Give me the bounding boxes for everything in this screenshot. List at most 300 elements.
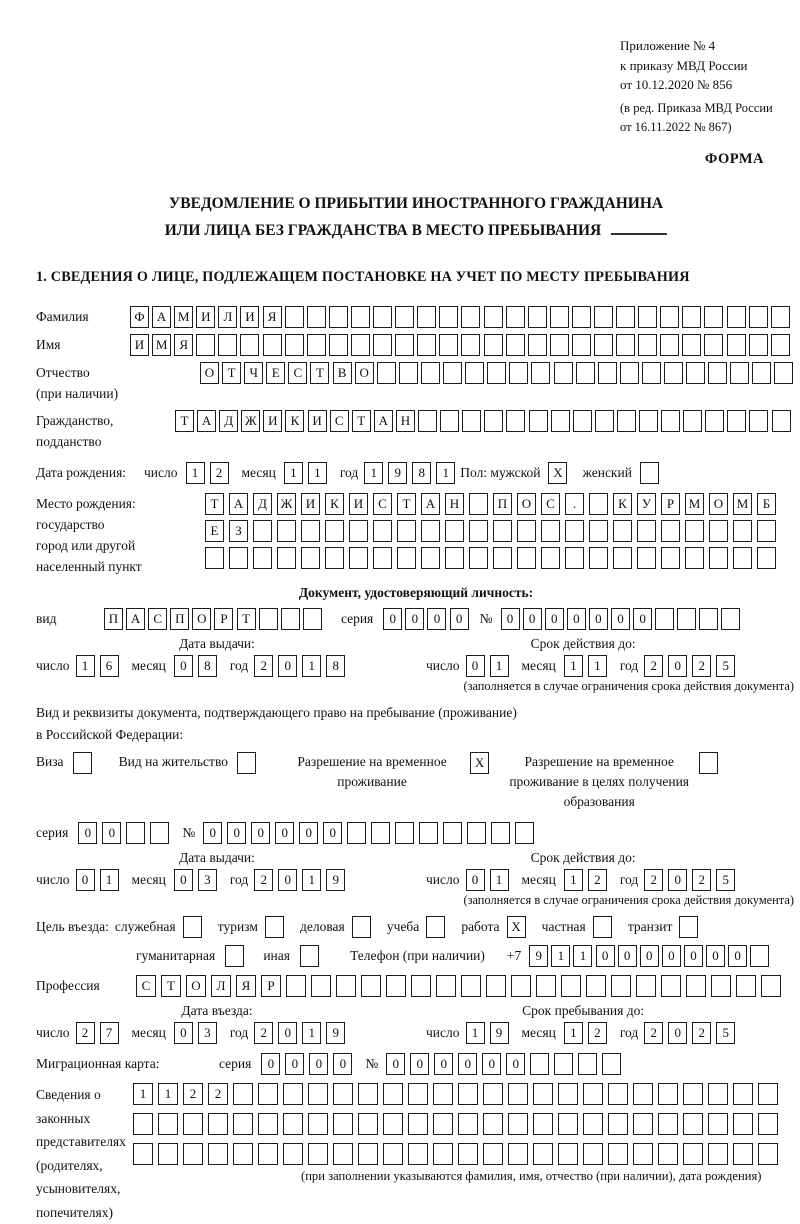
form-cell[interactable]: Р bbox=[261, 975, 281, 997]
form-cell[interactable] bbox=[771, 334, 790, 356]
form-cell[interactable] bbox=[158, 1143, 178, 1165]
form-cell[interactable]: 0 bbox=[383, 608, 402, 630]
form-cell[interactable] bbox=[572, 306, 591, 328]
form-cell[interactable] bbox=[683, 1083, 703, 1105]
form-cell[interactable] bbox=[399, 362, 418, 384]
form-cell[interactable]: 9 bbox=[326, 869, 345, 891]
form-cell[interactable]: П bbox=[170, 608, 189, 630]
form-cell[interactable] bbox=[349, 547, 368, 569]
form-cell[interactable] bbox=[301, 547, 320, 569]
form-cell[interactable] bbox=[602, 1053, 621, 1075]
form-cell[interactable] bbox=[638, 306, 657, 328]
form-cell[interactable]: Т bbox=[175, 410, 194, 432]
form-cell[interactable]: И bbox=[301, 493, 320, 515]
form-cell[interactable] bbox=[263, 334, 282, 356]
form-cell[interactable] bbox=[558, 1113, 578, 1135]
form-cell[interactable]: 0 bbox=[450, 608, 469, 630]
form-cell[interactable]: 0 bbox=[333, 1053, 352, 1075]
form-cell[interactable]: 3 bbox=[198, 869, 217, 891]
form-cell[interactable] bbox=[436, 975, 456, 997]
form-cell[interactable] bbox=[554, 362, 573, 384]
form-cell[interactable] bbox=[613, 520, 632, 542]
form-cell[interactable] bbox=[351, 306, 370, 328]
purpose-business-checkbox[interactable] bbox=[176, 916, 205, 938]
form-cell[interactable]: 5 bbox=[716, 655, 735, 677]
form-cell[interactable] bbox=[595, 410, 614, 432]
form-cell[interactable] bbox=[554, 1053, 573, 1075]
form-cell[interactable]: О bbox=[517, 493, 536, 515]
form-cell[interactable] bbox=[508, 1113, 528, 1135]
form-cell[interactable]: 1 bbox=[564, 655, 583, 677]
form-cell[interactable]: Ч bbox=[244, 362, 263, 384]
form-cell[interactable] bbox=[253, 547, 272, 569]
profession-input[interactable] bbox=[136, 975, 786, 997]
form-cell[interactable]: И bbox=[130, 334, 149, 356]
form-cell[interactable] bbox=[469, 520, 488, 542]
form-cell[interactable]: Е bbox=[205, 520, 224, 542]
form-cell[interactable]: Т bbox=[237, 608, 256, 630]
form-cell[interactable]: 1 bbox=[564, 1022, 583, 1044]
form-cell[interactable] bbox=[752, 362, 771, 384]
form-cell[interactable]: 8 bbox=[326, 655, 345, 677]
birth-place-line-2[interactable] bbox=[205, 520, 781, 542]
form-cell[interactable] bbox=[283, 1083, 303, 1105]
form-cell[interactable] bbox=[642, 362, 661, 384]
form-cell[interactable]: X bbox=[470, 752, 489, 774]
form-cell[interactable] bbox=[637, 520, 656, 542]
form-cell[interactable]: К bbox=[285, 410, 304, 432]
form-cell[interactable]: Т bbox=[161, 975, 181, 997]
form-cell[interactable]: М bbox=[174, 306, 193, 328]
form-cell[interactable] bbox=[685, 520, 704, 542]
form-cell[interactable]: М bbox=[152, 334, 171, 356]
gender-male-checkbox[interactable] bbox=[548, 462, 570, 484]
form-cell[interactable] bbox=[620, 362, 639, 384]
form-cell[interactable] bbox=[633, 1113, 653, 1135]
form-cell[interactable] bbox=[608, 1083, 628, 1105]
form-cell[interactable]: К bbox=[325, 493, 344, 515]
form-cell[interactable] bbox=[709, 520, 728, 542]
form-cell[interactable] bbox=[506, 410, 525, 432]
form-cell[interactable] bbox=[397, 520, 416, 542]
form-cell[interactable] bbox=[333, 1143, 353, 1165]
form-cell[interactable] bbox=[727, 334, 746, 356]
form-cell[interactable]: 0 bbox=[174, 655, 193, 677]
form-cell[interactable] bbox=[709, 547, 728, 569]
issue-year-input[interactable] bbox=[254, 655, 350, 677]
form-cell[interactable]: 0 bbox=[668, 655, 687, 677]
form-cell[interactable] bbox=[761, 975, 781, 997]
form-cell[interactable] bbox=[727, 306, 746, 328]
residence-valid-month-input[interactable] bbox=[564, 869, 612, 891]
form-cell[interactable]: 2 bbox=[692, 1022, 711, 1044]
form-cell[interactable] bbox=[530, 1053, 549, 1075]
form-cell[interactable]: 0 bbox=[662, 945, 681, 967]
form-cell[interactable]: О bbox=[200, 362, 219, 384]
form-cell[interactable]: 3 bbox=[198, 1022, 217, 1044]
form-cell[interactable] bbox=[329, 306, 348, 328]
form-cell[interactable] bbox=[258, 1113, 278, 1135]
form-cell[interactable] bbox=[660, 306, 679, 328]
purpose-commercial-checkbox[interactable] bbox=[345, 916, 374, 938]
stay-day-input[interactable] bbox=[466, 1022, 514, 1044]
form-cell[interactable]: 8 bbox=[412, 462, 431, 484]
form-cell[interactable] bbox=[682, 334, 701, 356]
form-cell[interactable]: 0 bbox=[668, 1022, 687, 1044]
form-cell[interactable] bbox=[699, 752, 718, 774]
form-cell[interactable] bbox=[658, 1143, 678, 1165]
form-cell[interactable] bbox=[758, 1113, 778, 1135]
form-cell[interactable] bbox=[208, 1143, 228, 1165]
purpose-tourism-checkbox[interactable] bbox=[258, 916, 287, 938]
form-cell[interactable] bbox=[565, 547, 584, 569]
form-cell[interactable]: 8 bbox=[198, 655, 217, 677]
form-cell[interactable]: 6 bbox=[100, 655, 119, 677]
form-cell[interactable] bbox=[608, 1143, 628, 1165]
form-cell[interactable] bbox=[283, 1113, 303, 1135]
form-cell[interactable] bbox=[440, 410, 459, 432]
form-cell[interactable]: Р bbox=[661, 493, 680, 515]
form-cell[interactable] bbox=[183, 916, 202, 938]
form-cell[interactable]: 1 bbox=[302, 655, 321, 677]
form-cell[interactable] bbox=[536, 975, 556, 997]
form-cell[interactable]: Д bbox=[219, 410, 238, 432]
form-cell[interactable]: И bbox=[308, 410, 327, 432]
form-cell[interactable] bbox=[576, 362, 595, 384]
form-cell[interactable]: Ж bbox=[277, 493, 296, 515]
form-cell[interactable]: 0 bbox=[668, 869, 687, 891]
form-cell[interactable] bbox=[541, 520, 560, 542]
form-cell[interactable] bbox=[439, 306, 458, 328]
valid-month-input[interactable] bbox=[564, 655, 612, 677]
form-cell[interactable] bbox=[594, 306, 613, 328]
form-cell[interactable] bbox=[683, 1143, 703, 1165]
form-cell[interactable]: И bbox=[349, 493, 368, 515]
form-cell[interactable]: Т bbox=[222, 362, 241, 384]
form-cell[interactable] bbox=[347, 822, 366, 844]
form-cell[interactable] bbox=[583, 1113, 603, 1135]
form-cell[interactable]: 1 bbox=[490, 869, 509, 891]
form-cell[interactable] bbox=[467, 822, 486, 844]
form-cell[interactable] bbox=[661, 520, 680, 542]
form-cell[interactable]: 2 bbox=[254, 1022, 273, 1044]
form-cell[interactable] bbox=[395, 306, 414, 328]
form-cell[interactable]: 1 bbox=[490, 655, 509, 677]
form-cell[interactable]: 0 bbox=[523, 608, 542, 630]
form-cell[interactable]: А bbox=[152, 306, 171, 328]
form-cell[interactable] bbox=[300, 945, 319, 967]
form-cell[interactable] bbox=[757, 520, 776, 542]
form-cell[interactable] bbox=[749, 334, 768, 356]
form-cell[interactable] bbox=[661, 547, 680, 569]
form-cell[interactable] bbox=[758, 1083, 778, 1105]
form-cell[interactable]: Т bbox=[310, 362, 329, 384]
form-cell[interactable]: О bbox=[186, 975, 206, 997]
form-cell[interactable] bbox=[469, 547, 488, 569]
form-cell[interactable]: П bbox=[493, 493, 512, 515]
form-cell[interactable]: М bbox=[685, 493, 704, 515]
form-cell[interactable]: 0 bbox=[596, 945, 615, 967]
form-cell[interactable] bbox=[433, 1143, 453, 1165]
form-cell[interactable] bbox=[517, 547, 536, 569]
form-cell[interactable]: 1 bbox=[133, 1083, 153, 1105]
form-cell[interactable]: . bbox=[565, 493, 584, 515]
form-cell[interactable]: Я bbox=[236, 975, 256, 997]
form-cell[interactable] bbox=[749, 410, 768, 432]
form-cell[interactable] bbox=[636, 975, 656, 997]
form-cell[interactable] bbox=[426, 916, 445, 938]
form-cell[interactable] bbox=[529, 410, 548, 432]
form-cell[interactable]: Н bbox=[445, 493, 464, 515]
form-cell[interactable]: 2 bbox=[588, 1022, 607, 1044]
form-cell[interactable] bbox=[589, 520, 608, 542]
form-cell[interactable] bbox=[419, 822, 438, 844]
form-cell[interactable] bbox=[509, 362, 528, 384]
entry-year-input[interactable] bbox=[254, 1022, 350, 1044]
form-cell[interactable] bbox=[237, 752, 256, 774]
form-cell[interactable] bbox=[417, 334, 436, 356]
form-cell[interactable] bbox=[493, 520, 512, 542]
purpose-transit-checkbox[interactable] bbox=[672, 916, 701, 938]
form-cell[interactable] bbox=[208, 1113, 228, 1135]
form-cell[interactable]: 0 bbox=[174, 1022, 193, 1044]
form-cell[interactable] bbox=[528, 334, 547, 356]
form-cell[interactable] bbox=[633, 1143, 653, 1165]
form-cell[interactable] bbox=[616, 334, 635, 356]
form-cell[interactable] bbox=[708, 1113, 728, 1135]
citizenship-input[interactable] bbox=[175, 410, 794, 432]
purpose-study-checkbox[interactable] bbox=[419, 916, 448, 938]
form-cell[interactable]: Т bbox=[205, 493, 224, 515]
form-cell[interactable] bbox=[408, 1143, 428, 1165]
temp-residence-checkbox[interactable] bbox=[461, 752, 492, 774]
form-cell[interactable]: 9 bbox=[529, 945, 548, 967]
form-cell[interactable]: 0 bbox=[458, 1053, 477, 1075]
form-cell[interactable] bbox=[677, 608, 696, 630]
purpose-humanitarian-checkbox[interactable] bbox=[225, 945, 247, 967]
form-cell[interactable] bbox=[183, 1113, 203, 1135]
birth-place-line-1[interactable] bbox=[205, 493, 781, 515]
form-cell[interactable] bbox=[351, 334, 370, 356]
form-cell[interactable] bbox=[333, 1083, 353, 1105]
form-cell[interactable]: 0 bbox=[323, 822, 342, 844]
purpose-other-checkbox[interactable] bbox=[300, 945, 322, 967]
form-cell[interactable] bbox=[637, 547, 656, 569]
form-cell[interactable]: 1 bbox=[551, 945, 570, 967]
form-cell[interactable] bbox=[259, 608, 278, 630]
form-cell[interactable] bbox=[333, 1113, 353, 1135]
form-cell[interactable] bbox=[758, 1143, 778, 1165]
birth-place-line-3[interactable] bbox=[205, 547, 781, 569]
form-cell[interactable] bbox=[593, 916, 612, 938]
form-cell[interactable]: 0 bbox=[427, 608, 446, 630]
form-cell[interactable] bbox=[487, 362, 506, 384]
form-cell[interactable] bbox=[458, 1113, 478, 1135]
form-cell[interactable]: А bbox=[421, 493, 440, 515]
residence-issue-month-input[interactable] bbox=[174, 869, 222, 891]
form-cell[interactable]: С bbox=[136, 975, 156, 997]
form-cell[interactable] bbox=[240, 334, 259, 356]
form-cell[interactable] bbox=[373, 334, 392, 356]
form-cell[interactable] bbox=[639, 410, 658, 432]
form-cell[interactable] bbox=[308, 1113, 328, 1135]
form-cell[interactable]: 0 bbox=[299, 822, 318, 844]
form-cell[interactable] bbox=[640, 462, 659, 484]
form-cell[interactable]: Р bbox=[214, 608, 233, 630]
form-cell[interactable] bbox=[329, 334, 348, 356]
form-cell[interactable]: Б bbox=[757, 493, 776, 515]
birth-year-input[interactable] bbox=[364, 462, 460, 484]
form-cell[interactable] bbox=[638, 334, 657, 356]
form-cell[interactable] bbox=[515, 822, 534, 844]
form-cell[interactable] bbox=[439, 334, 458, 356]
form-cell[interactable]: И bbox=[263, 410, 282, 432]
form-cell[interactable]: 5 bbox=[716, 1022, 735, 1044]
form-cell[interactable] bbox=[218, 334, 237, 356]
form-cell[interactable] bbox=[757, 547, 776, 569]
form-cell[interactable] bbox=[465, 362, 484, 384]
form-cell[interactable] bbox=[772, 410, 791, 432]
form-cell[interactable]: 2 bbox=[183, 1083, 203, 1105]
purpose-private-checkbox[interactable] bbox=[586, 916, 615, 938]
form-cell[interactable] bbox=[483, 1113, 503, 1135]
form-cell[interactable] bbox=[421, 520, 440, 542]
form-cell[interactable] bbox=[528, 306, 547, 328]
stay-year-input[interactable] bbox=[644, 1022, 740, 1044]
form-cell[interactable] bbox=[462, 410, 481, 432]
form-cell[interactable]: Н bbox=[396, 410, 415, 432]
issue-month-input[interactable] bbox=[174, 655, 222, 677]
form-cell[interactable] bbox=[598, 362, 617, 384]
form-cell[interactable] bbox=[233, 1083, 253, 1105]
form-cell[interactable] bbox=[286, 975, 306, 997]
form-cell[interactable] bbox=[133, 1113, 153, 1135]
form-cell[interactable]: 1 bbox=[364, 462, 383, 484]
form-cell[interactable] bbox=[750, 945, 769, 967]
form-cell[interactable] bbox=[461, 334, 480, 356]
form-cell[interactable]: С bbox=[330, 410, 349, 432]
form-cell[interactable] bbox=[736, 975, 756, 997]
form-cell[interactable] bbox=[749, 306, 768, 328]
form-cell[interactable] bbox=[594, 334, 613, 356]
form-cell[interactable]: 0 bbox=[78, 822, 97, 844]
doc-type-input[interactable] bbox=[104, 608, 325, 630]
form-cell[interactable]: Д bbox=[253, 493, 272, 515]
form-cell[interactable] bbox=[491, 822, 510, 844]
form-cell[interactable] bbox=[573, 410, 592, 432]
form-cell[interactable] bbox=[721, 608, 740, 630]
form-cell[interactable] bbox=[253, 520, 272, 542]
form-cell[interactable] bbox=[686, 362, 705, 384]
form-cell[interactable] bbox=[661, 410, 680, 432]
issue-day-input[interactable] bbox=[76, 655, 124, 677]
form-cell[interactable] bbox=[572, 334, 591, 356]
form-cell[interactable] bbox=[458, 1143, 478, 1165]
form-cell[interactable]: 1 bbox=[76, 655, 95, 677]
form-cell[interactable] bbox=[704, 334, 723, 356]
form-cell[interactable]: 0 bbox=[174, 869, 193, 891]
name-input[interactable] bbox=[130, 334, 793, 356]
form-cell[interactable]: 0 bbox=[618, 945, 637, 967]
form-cell[interactable] bbox=[196, 334, 215, 356]
form-cell[interactable]: С bbox=[148, 608, 167, 630]
form-cell[interactable] bbox=[445, 520, 464, 542]
form-cell[interactable] bbox=[517, 520, 536, 542]
form-cell[interactable] bbox=[617, 410, 636, 432]
form-cell[interactable]: 1 bbox=[186, 462, 205, 484]
form-cell[interactable]: 0 bbox=[545, 608, 564, 630]
form-cell[interactable]: 0 bbox=[640, 945, 659, 967]
form-cell[interactable] bbox=[616, 306, 635, 328]
form-cell[interactable]: Т bbox=[397, 493, 416, 515]
surname-input[interactable] bbox=[130, 306, 793, 328]
form-cell[interactable] bbox=[704, 306, 723, 328]
form-cell[interactable] bbox=[383, 1113, 403, 1135]
form-cell[interactable] bbox=[733, 547, 752, 569]
form-cell[interactable] bbox=[708, 362, 727, 384]
form-cell[interactable]: 0 bbox=[466, 869, 485, 891]
form-cell[interactable]: 2 bbox=[254, 655, 273, 677]
form-cell[interactable]: О bbox=[709, 493, 728, 515]
form-cell[interactable] bbox=[533, 1083, 553, 1105]
form-cell[interactable] bbox=[589, 547, 608, 569]
form-cell[interactable] bbox=[443, 362, 462, 384]
form-cell[interactable]: П bbox=[104, 608, 123, 630]
form-cell[interactable] bbox=[484, 334, 503, 356]
form-cell[interactable]: С bbox=[541, 493, 560, 515]
form-cell[interactable] bbox=[233, 1113, 253, 1135]
form-cell[interactable] bbox=[307, 306, 326, 328]
form-cell[interactable]: Е bbox=[266, 362, 285, 384]
form-cell[interactable] bbox=[531, 362, 550, 384]
form-cell[interactable]: 0 bbox=[285, 1053, 304, 1075]
form-cell[interactable]: В bbox=[333, 362, 352, 384]
form-cell[interactable] bbox=[408, 1083, 428, 1105]
form-cell[interactable] bbox=[608, 1113, 628, 1135]
birth-month-input[interactable] bbox=[284, 462, 332, 484]
form-cell[interactable]: 2 bbox=[644, 655, 663, 677]
migration-series-input[interactable] bbox=[261, 1053, 357, 1075]
patronymic-input[interactable] bbox=[200, 362, 797, 384]
form-cell[interactable] bbox=[550, 306, 569, 328]
form-cell[interactable]: 0 bbox=[76, 869, 95, 891]
form-cell[interactable] bbox=[395, 822, 414, 844]
form-cell[interactable]: 2 bbox=[254, 869, 273, 891]
form-cell[interactable] bbox=[383, 1143, 403, 1165]
form-cell[interactable] bbox=[589, 493, 608, 515]
form-cell[interactable] bbox=[395, 334, 414, 356]
form-cell[interactable]: 1 bbox=[573, 945, 592, 967]
residence-series-input[interactable] bbox=[78, 822, 174, 844]
form-cell[interactable] bbox=[397, 547, 416, 569]
form-cell[interactable] bbox=[558, 1083, 578, 1105]
form-cell[interactable] bbox=[658, 1113, 678, 1135]
form-cell[interactable] bbox=[578, 1053, 597, 1075]
form-cell[interactable]: 0 bbox=[633, 608, 652, 630]
form-cell[interactable] bbox=[708, 1083, 728, 1105]
form-cell[interactable] bbox=[361, 975, 381, 997]
residence-number-input[interactable] bbox=[203, 822, 539, 844]
representatives-line-3[interactable] bbox=[133, 1143, 783, 1165]
doc-number-input[interactable] bbox=[501, 608, 744, 630]
form-cell[interactable] bbox=[411, 975, 431, 997]
form-cell[interactable] bbox=[550, 334, 569, 356]
form-cell[interactable] bbox=[285, 306, 304, 328]
form-cell[interactable] bbox=[458, 1083, 478, 1105]
form-cell[interactable] bbox=[308, 1143, 328, 1165]
form-cell[interactable] bbox=[265, 916, 284, 938]
form-cell[interactable]: 7 bbox=[100, 1022, 119, 1044]
